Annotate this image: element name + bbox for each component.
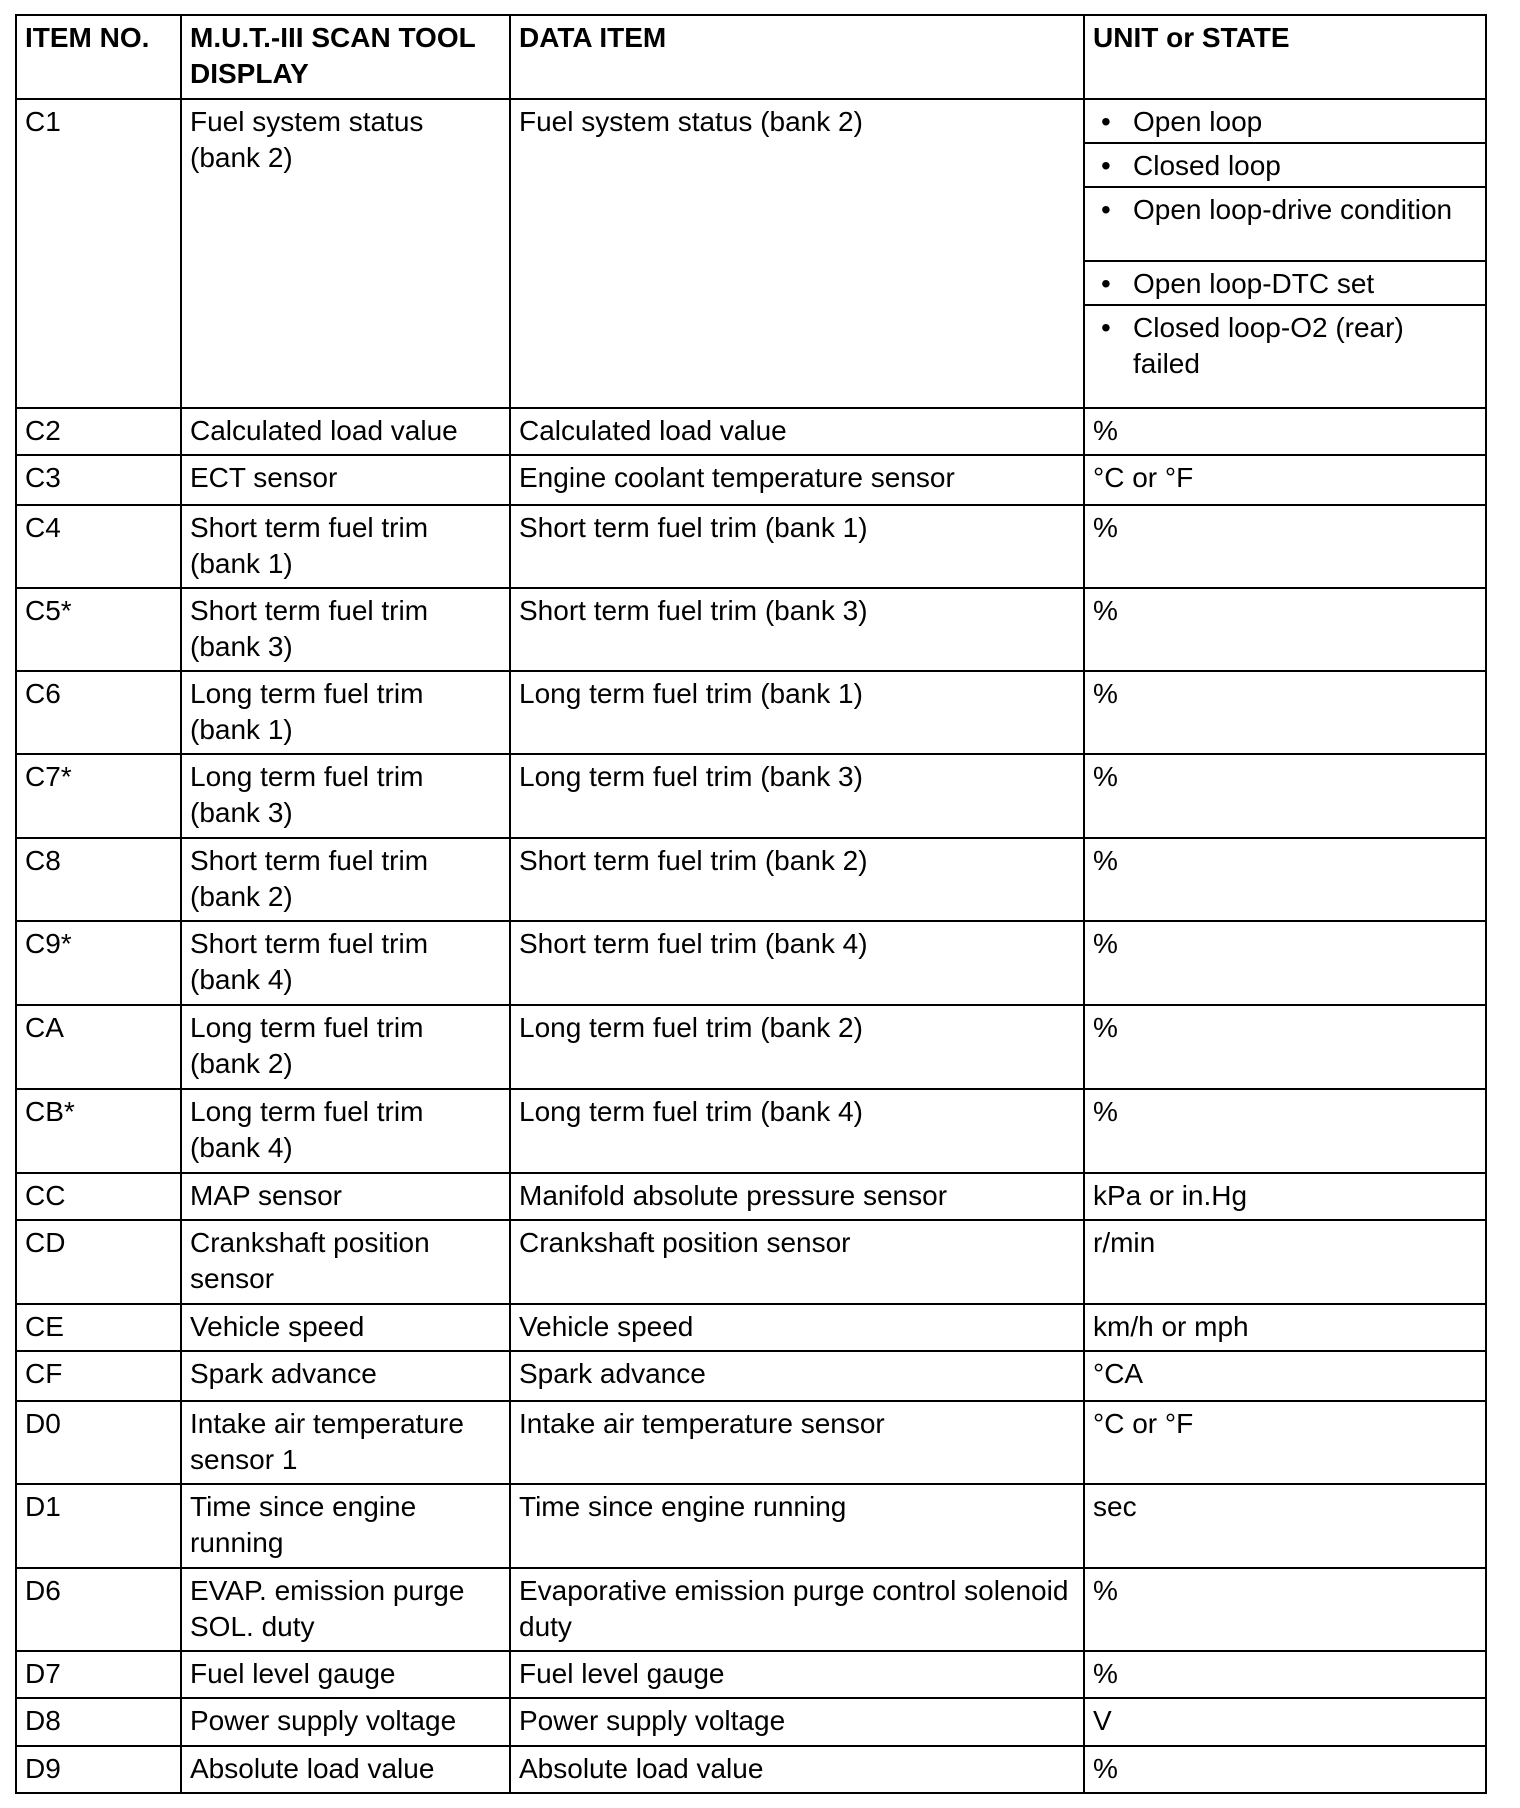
unit-cell: °CA <box>1084 1351 1486 1401</box>
display-cell: Fuel system status (bank 2) <box>181 99 510 408</box>
unit-cell: % <box>1084 1568 1486 1651</box>
table-row <box>16 921 1486 1005</box>
state-closed-loop-o2-failed: • Closed loop-O2 (rear) failed <box>1085 306 1485 380</box>
item-no-cell: D7 <box>16 1651 181 1698</box>
unit-cell: % <box>1084 754 1486 838</box>
display-cell: ECT sensor <box>181 455 510 505</box>
data-item-cell: Fuel system status (bank 2) <box>510 99 1084 408</box>
unit-cell: % <box>1084 1005 1486 1089</box>
table-row-c1 <box>16 99 1486 408</box>
item-no-cell: D1 <box>16 1484 181 1568</box>
item-no-cell: C9* <box>16 921 181 1005</box>
header-item-no: ITEM NO. <box>16 15 181 99</box>
data-item-cell: Fuel level gauge <box>510 1651 1084 1698</box>
unit-cell: % <box>1084 1089 1486 1173</box>
header-scan-tool-display: M.U.T.-III SCAN TOOL DISPLAY <box>181 15 510 99</box>
table-row <box>16 671 1486 754</box>
header-data-item: DATA ITEM <box>510 15 1084 99</box>
data-item-cell: Engine coolant temperature sensor <box>510 455 1084 505</box>
item-no-cell: CF <box>16 1351 181 1401</box>
table-row <box>16 1568 1486 1651</box>
data-item-cell: Long term fuel trim (bank 2) <box>510 1005 1084 1089</box>
item-no-cell: CA <box>16 1005 181 1089</box>
table-row <box>16 1351 1486 1401</box>
table-row <box>16 455 1486 505</box>
table-row <box>16 838 1486 921</box>
data-item-cell: Long term fuel trim (bank 1) <box>510 671 1084 754</box>
scan-data-table <box>15 14 1487 1794</box>
unit-cell: °C or °F <box>1084 455 1486 505</box>
item-no-cell: C4 <box>16 505 181 588</box>
display-cell: EVAP. emission purge SOL. duty <box>181 1568 510 1651</box>
item-no-cell: C2 <box>16 408 181 455</box>
data-item-cell: Short term fuel trim (bank 2) <box>510 838 1084 921</box>
data-item-cell: Spark advance <box>510 1351 1084 1401</box>
display-cell: Short term fuel trim (bank 1) <box>181 505 510 588</box>
table-row <box>16 1698 1486 1746</box>
display-cell: Short term fuel trim (bank 2) <box>181 838 510 921</box>
unit-cell: km/h or mph <box>1084 1304 1486 1351</box>
item-no-cell: CD <box>16 1220 181 1304</box>
state-list-cell <box>1084 99 1486 408</box>
state-open-loop-dtc: • Open loop-DTC set <box>1085 262 1485 306</box>
table-row <box>16 1005 1486 1089</box>
display-cell: Intake air temperature sensor 1 <box>181 1401 510 1484</box>
data-item-cell: Intake air temperature sensor <box>510 1401 1084 1484</box>
data-item-cell: Long term fuel trim (bank 3) <box>510 754 1084 838</box>
item-no-cell: D9 <box>16 1746 181 1793</box>
table-row <box>16 1173 1486 1220</box>
unit-cell: % <box>1084 671 1486 754</box>
item-no-cell: D0 <box>16 1401 181 1484</box>
data-item-cell: Manifold absolute pressure sensor <box>510 1173 1084 1220</box>
table-row <box>16 1220 1486 1304</box>
item-no-cell: C1 <box>16 99 181 408</box>
display-cell: Vehicle speed <box>181 1304 510 1351</box>
display-cell: Long term fuel trim (bank 1) <box>181 671 510 754</box>
table-row <box>16 408 1486 455</box>
display-cell: Long term fuel trim (bank 2) <box>181 1005 510 1089</box>
table-row <box>16 588 1486 671</box>
state-closed-loop: • Closed loop <box>1085 144 1485 188</box>
table-row <box>16 1746 1486 1793</box>
header-unit-or-state: UNIT or STATE <box>1084 15 1486 99</box>
display-cell: Absolute load value <box>181 1746 510 1793</box>
table-row <box>16 1089 1486 1173</box>
fuel-status-state-list <box>1085 100 1485 380</box>
unit-cell: % <box>1084 1651 1486 1698</box>
unit-cell: % <box>1084 588 1486 671</box>
display-cell: Spark advance <box>181 1351 510 1401</box>
header-row <box>16 15 1486 99</box>
display-cell: Time since engine running <box>181 1484 510 1568</box>
data-item-cell: Long term fuel trim (bank 4) <box>510 1089 1084 1173</box>
data-item-cell: Vehicle speed <box>510 1304 1084 1351</box>
item-no-cell: D8 <box>16 1698 181 1746</box>
data-item-cell: Calculated load value <box>510 408 1084 455</box>
display-cell: Long term fuel trim (bank 3) <box>181 754 510 838</box>
data-item-cell: Crankshaft position sensor <box>510 1220 1084 1304</box>
item-no-cell: CB* <box>16 1089 181 1173</box>
display-cell: Power supply voltage <box>181 1698 510 1746</box>
state-open-loop: • Open loop <box>1085 100 1485 144</box>
unit-cell: % <box>1084 1746 1486 1793</box>
item-no-cell: D6 <box>16 1568 181 1651</box>
table-row <box>16 1484 1486 1568</box>
data-item-cell: Short term fuel trim (bank 1) <box>510 505 1084 588</box>
display-cell: Calculated load value <box>181 408 510 455</box>
item-no-cell: CE <box>16 1304 181 1351</box>
table-row <box>16 1651 1486 1698</box>
unit-cell: V <box>1084 1698 1486 1746</box>
item-no-cell: C6 <box>16 671 181 754</box>
unit-cell: sec <box>1084 1484 1486 1568</box>
display-cell: Short term fuel trim (bank 4) <box>181 921 510 1005</box>
unit-cell: % <box>1084 408 1486 455</box>
display-cell: Long term fuel trim (bank 4) <box>181 1089 510 1173</box>
item-no-cell: C5* <box>16 588 181 671</box>
item-no-cell: C7* <box>16 754 181 838</box>
table-row <box>16 1401 1486 1484</box>
display-cell: Crankshaft position sensor <box>181 1220 510 1304</box>
data-item-cell: Short term fuel trim (bank 4) <box>510 921 1084 1005</box>
item-no-cell: C8 <box>16 838 181 921</box>
table-row <box>16 505 1486 588</box>
unit-cell: °C or °F <box>1084 1401 1486 1484</box>
display-cell: Short term fuel trim (bank 3) <box>181 588 510 671</box>
unit-cell: % <box>1084 921 1486 1005</box>
table-row <box>16 1304 1486 1351</box>
item-no-cell: C3 <box>16 455 181 505</box>
data-item-cell: Evaporative emission purge control solenoid duty <box>510 1568 1084 1651</box>
data-item-cell: Absolute load value <box>510 1746 1084 1793</box>
unit-cell: % <box>1084 505 1486 588</box>
display-cell: MAP sensor <box>181 1173 510 1220</box>
data-item-cell: Short term fuel trim (bank 3) <box>510 588 1084 671</box>
unit-cell: kPa or in.Hg <box>1084 1173 1486 1220</box>
state-open-loop-drive: • Open loop-drive condition <box>1085 188 1485 262</box>
unit-cell: r/min <box>1084 1220 1486 1304</box>
data-item-cell: Power supply voltage <box>510 1698 1084 1746</box>
item-no-cell: CC <box>16 1173 181 1220</box>
table-row <box>16 754 1486 838</box>
display-cell: Fuel level gauge <box>181 1651 510 1698</box>
data-item-cell: Time since engine running <box>510 1484 1084 1568</box>
unit-cell: % <box>1084 838 1486 921</box>
